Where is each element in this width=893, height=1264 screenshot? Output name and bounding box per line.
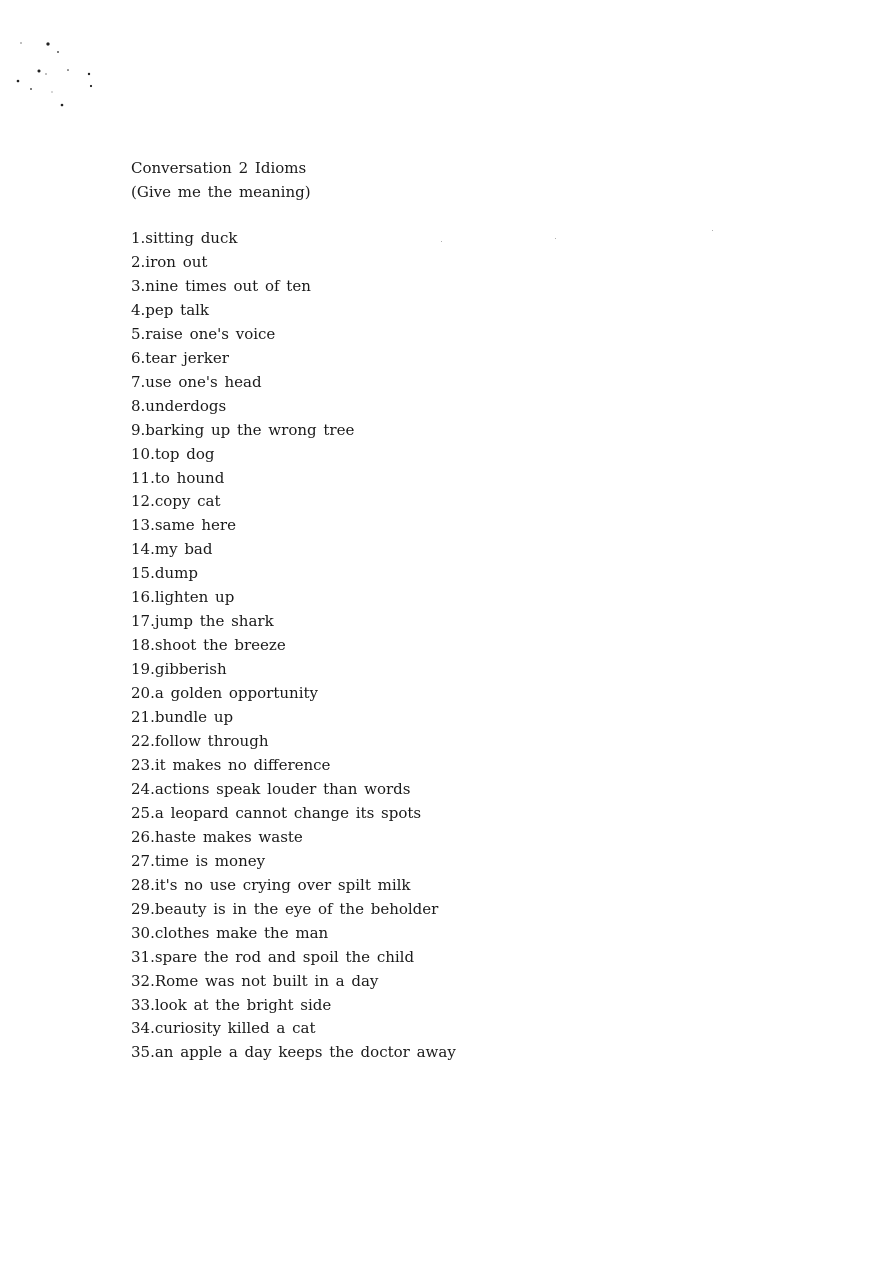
list-item: 20.a golden opportunity [131,684,318,703]
list-item: 10.top dog [131,444,215,463]
list-item: 9.barking up the wrong tree [131,420,355,439]
list-item: 32.Rome was not built in a day [131,971,379,990]
list-item: 33.look at the bright side [131,995,332,1014]
list-item: 29.beauty is in the eye of the beholder [131,899,439,918]
list-item: 24.actions speak louder than words [131,779,411,798]
list-item: 16.lighten up [131,588,235,607]
list-item: 22.follow through [131,732,269,751]
list-item: 21.bundle up [131,708,234,727]
list-item: 1.sitting duck [131,229,238,247]
list-item: 34.curiosity killed a cat [131,1019,316,1038]
list-item: 18.shoot the breeze [131,636,286,655]
list-item: 7.use one's head [131,372,262,391]
idiom-list [131,227,456,1065]
list-item: 11.to hound [131,468,225,487]
list-item: 26.haste makes waste [131,827,303,846]
scan-specks [0,0,120,120]
list-item: 28.it's no use crying over spilt milk [131,875,411,894]
list-item: 19.gibberish [131,660,227,679]
list-item: 23.it makes no difference [131,755,331,774]
list-item: 6.tear jerker [131,348,229,367]
list-item: 30.clothes make the man [131,923,329,942]
list-item: 12.copy cat [131,492,221,511]
list-item: 25.a leopard cannot change its spots [131,803,422,822]
list-item: 15.dump [131,564,198,583]
list-item: 17.jump the shark [131,612,274,631]
list-item: 2.iron out [131,252,208,271]
list-item: 8.underdogs [131,396,227,415]
document-title: Conversation 2 Idioms [131,159,307,177]
list-item: 35.an apple a day keeps the doctor away [131,1043,456,1062]
list-item: 14.my bad [131,540,213,559]
list-item: 13.same here [131,516,236,535]
document-header [131,156,311,204]
scan-dot [555,238,556,239]
list-item: 31.spare the rod and spoil the child [131,947,415,966]
list-item: 3.nine times out of ten [131,276,311,295]
list-item: 27.time is money [131,851,266,870]
list-item: 4.pep talk [131,300,210,319]
list-item: 5.raise one's voice [131,324,276,343]
document-subtitle: (Give me the meaning) [131,183,311,201]
scan-dot [712,230,713,231]
